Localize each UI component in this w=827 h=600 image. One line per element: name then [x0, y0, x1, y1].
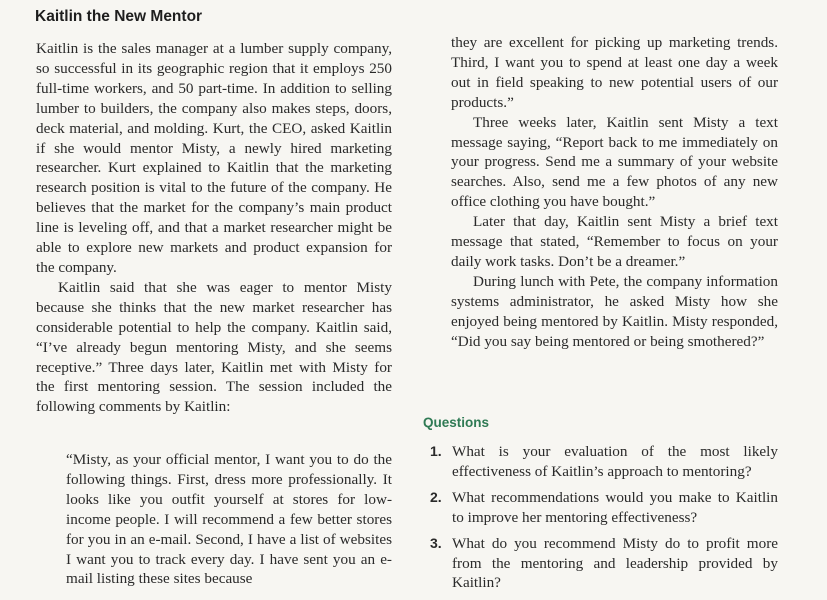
- question-text: What recommendations would you make to Kaitlin to improve her mentoring effectiveness?: [452, 488, 778, 526]
- question-item: [430, 442, 778, 482]
- question-number: 2.: [430, 488, 442, 505]
- left-column: [36, 39, 392, 417]
- question-item: [430, 488, 778, 528]
- quote-text: “Misty, as your official mentor, I want you to do the following things. First, dress more professionally. It looks like you outfit yourself at stores for low-income people. I will recommend a few better stores for you in an e-mail. Second, I have a list of websites I want you to track every day. I have sent you an e-mail listing these sites because: [66, 451, 392, 588]
- questions-list: [430, 442, 778, 599]
- case-title: Kaitlin the New Mentor: [35, 8, 203, 25]
- block-quote: [66, 450, 392, 589]
- question-text: What is your evaluation of the most likely effectiveness of Kaitlin’s approach to mentoring?: [452, 443, 778, 480]
- body-paragraph: Kaitlin is the sales manager at a lumber supply company, so successful in its geographic region that it employs 250 full-time workers, and 50 part-time. In addition to selling lumber to builders, the company also makes steps, doors, deck material, and molding. Kurt, the CEO, asked Kaitlin if she would mentor Misty, a newly hired marketing researcher. Kurt explained to Kaitlin that the marketing research position is vital to the future of the company. He believes that the market for the company’s main product line is leveling off, and that a market researcher might be able to explore new markets and product expansion for the company.: [36, 40, 392, 276]
- body-paragraph: Three weeks later, Kaitlin sent Misty a text message saying, “Report back to me immediately on your progress. Send me a summary of your website searches. Also, send me a few photos of any new office clothing you have bought.”: [451, 113, 778, 211]
- question-number: 3.: [430, 534, 442, 551]
- question-text: What do you recommend Misty do to profit more from the mentoring and leadership provided by Kaitlin?: [452, 534, 778, 592]
- questions-heading: Questions: [423, 415, 490, 430]
- body-paragraph: During lunch with Pete, the company information systems administrator, he asked Misty how she enjoyed being mentored by Kaitlin. Misty responded, “Did you say being mentored or being smothered?”: [451, 272, 778, 350]
- question-number: 1.: [430, 443, 442, 459]
- body-paragraph: Later that day, Kaitlin sent Misty a brief text message that stated, “Remember to focus on your daily work tasks. Don’t be a dreamer.”: [451, 213, 778, 270]
- body-paragraph: Kaitlin said that she was eager to mentor Misty because she thinks that the new market researcher has considerable potential to help the company. Kaitlin said, “I’ve already begun mentoring Misty, and she seems receptive.” Three days later, Kaitlin met with Misty for the first mentoring session. The session included the following comments by Kaitlin:: [36, 278, 392, 416]
- body-paragraph: they are excellent for picking up marketing trends. Third, I want you to spend at least one day a week out in field speaking to new potential users of our products.”: [451, 34, 778, 111]
- question-item: [430, 534, 778, 594]
- right-column: [451, 33, 778, 352]
